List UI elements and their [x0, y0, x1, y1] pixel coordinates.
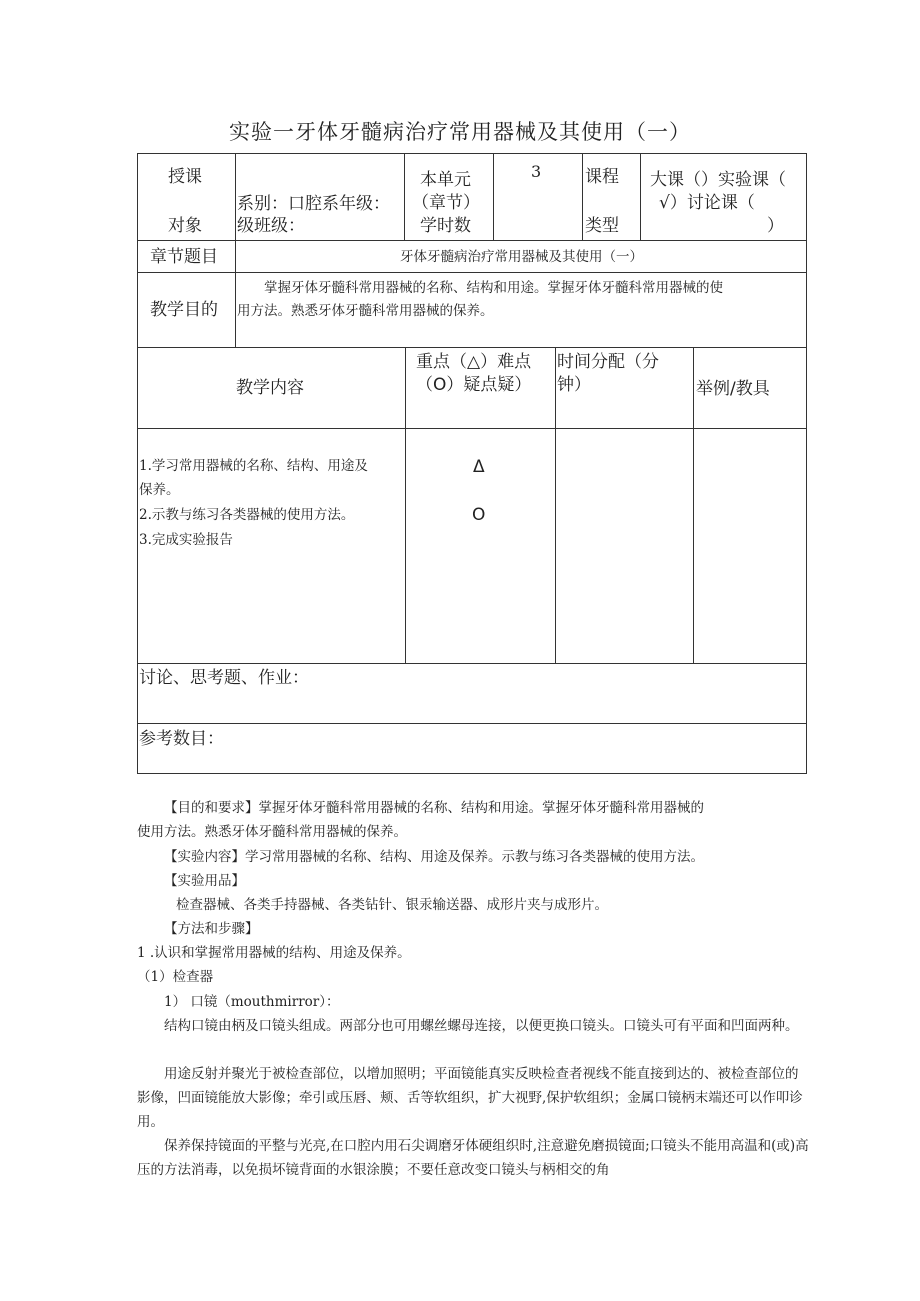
- course-type-top: 课程: [585, 167, 619, 187]
- inspector-heading: （1）检查器: [137, 969, 214, 985]
- unit-hours-l2: （章节）: [412, 193, 480, 213]
- example-header: 举例/教具: [696, 379, 770, 399]
- content-item-1b: 保养。: [139, 482, 180, 498]
- method-heading: 【方法和步骤】: [164, 921, 259, 937]
- time-header-l1: 时间分配（分: [557, 352, 659, 372]
- dept-line1: 系别：口腔系年级：: [237, 194, 390, 214]
- teach-label-top: 授课: [168, 167, 202, 187]
- unit-hours-l1: 本单元: [420, 170, 471, 190]
- chapter-label: 章节题目: [150, 247, 218, 267]
- chapter-value: 牙体牙髓病治疗常用器械及其使用（一）: [400, 249, 643, 265]
- supplies-heading: 【实验用品】: [164, 873, 245, 889]
- content-header: 教学内容: [236, 378, 304, 398]
- content-paragraph: 【实验内容】学习常用器械的名称、结构、用途及保养。示教与练习各类器械的使用方法。: [164, 849, 704, 865]
- content-item-2: 2.示教与练习各类器械的使用方法。: [139, 507, 355, 523]
- content-item-1a: 1.学习常用器械的名称、结构、用途及: [139, 458, 368, 474]
- key-header-l2: （O）疑点疑）: [416, 375, 532, 395]
- mirror-structure: 结构口镜由柄及口镜头组成。两部分也可用螺丝螺母连接，以便更换口镜头。口镜头可有平面和凹面两种。: [164, 1018, 799, 1034]
- unit-hours-l3: 学时数: [420, 216, 471, 236]
- aim-text-l1: 掌握牙体牙髓科常用器械的名称、结构和用途。掌握牙体牙髓科常用器械的使: [264, 280, 723, 296]
- step-1: 1 .认识和掌握常用器械的结构、用途及保养。: [137, 945, 411, 961]
- course-type-opt3: ）: [767, 216, 784, 236]
- mirror-heading: 1） 口镜（mouthmirror）：: [164, 994, 340, 1010]
- reference-label: 参考数目：: [139, 729, 224, 749]
- discussion-label: 讨论、思考题、作业：: [139, 668, 309, 688]
- aims-paragraph-l2: 使用方法。熟悉牙体牙髓科常用器械的保养。: [137, 824, 407, 840]
- unit-hours-value: 3: [531, 162, 542, 181]
- dept-line2: 级班级：: [237, 216, 305, 236]
- key-point-mark: Δ: [473, 457, 485, 477]
- content-item-3: 3.完成实验报告: [139, 532, 233, 548]
- supplies-text: 检查器械、各类手持器械、各类钻针、银汞输送器、成形片夹与成形片。: [176, 897, 608, 913]
- aims-paragraph-l1: 【目的和要求】掌握牙体牙髓科常用器械的名称、结构和用途。掌握牙体牙髓科常用器械的: [164, 800, 704, 816]
- mirror-maintenance: 保养保持镜面的平整与光亮,在口腔内用石尖调磨牙体硬组织时,注意避免磨损镜面;口镜头不能用高温和(或)高压的方法消毒，以免损坏镜背面的水银涂膜；不要任意改变口镜头与柄相交的角: [137, 1138, 809, 1178]
- course-type-opt1: 大课（）实验课（: [650, 170, 786, 190]
- key-header-l1: 重点（△）难点: [416, 352, 532, 372]
- page-title: 实验一牙体牙髓病治疗常用器械及其使用（一）: [229, 120, 691, 144]
- mirror-usage: 用途反射并聚光于被检查部位，以增加照明；平面镜能真实反映检查者视线不能直接到达的、被检查部位的影像，凹面镜能放大影像；牵引或压唇、颊、舌等软组织，扩大视野,保护软组织；金属口镜柄末端还可以作叩诊用。: [137, 1066, 803, 1130]
- teach-label-bottom: 对象: [168, 216, 202, 236]
- course-type-opt2: √）讨论课（: [659, 193, 755, 213]
- aim-text-l2: 用方法。熟悉牙体牙髓科常用器械的保养。: [237, 303, 494, 319]
- time-header-l2: 钟）: [557, 375, 591, 395]
- difficulty-mark: O: [472, 505, 486, 525]
- aim-label: 教学目的: [150, 300, 218, 320]
- course-type-bottom: 类型: [585, 216, 619, 236]
